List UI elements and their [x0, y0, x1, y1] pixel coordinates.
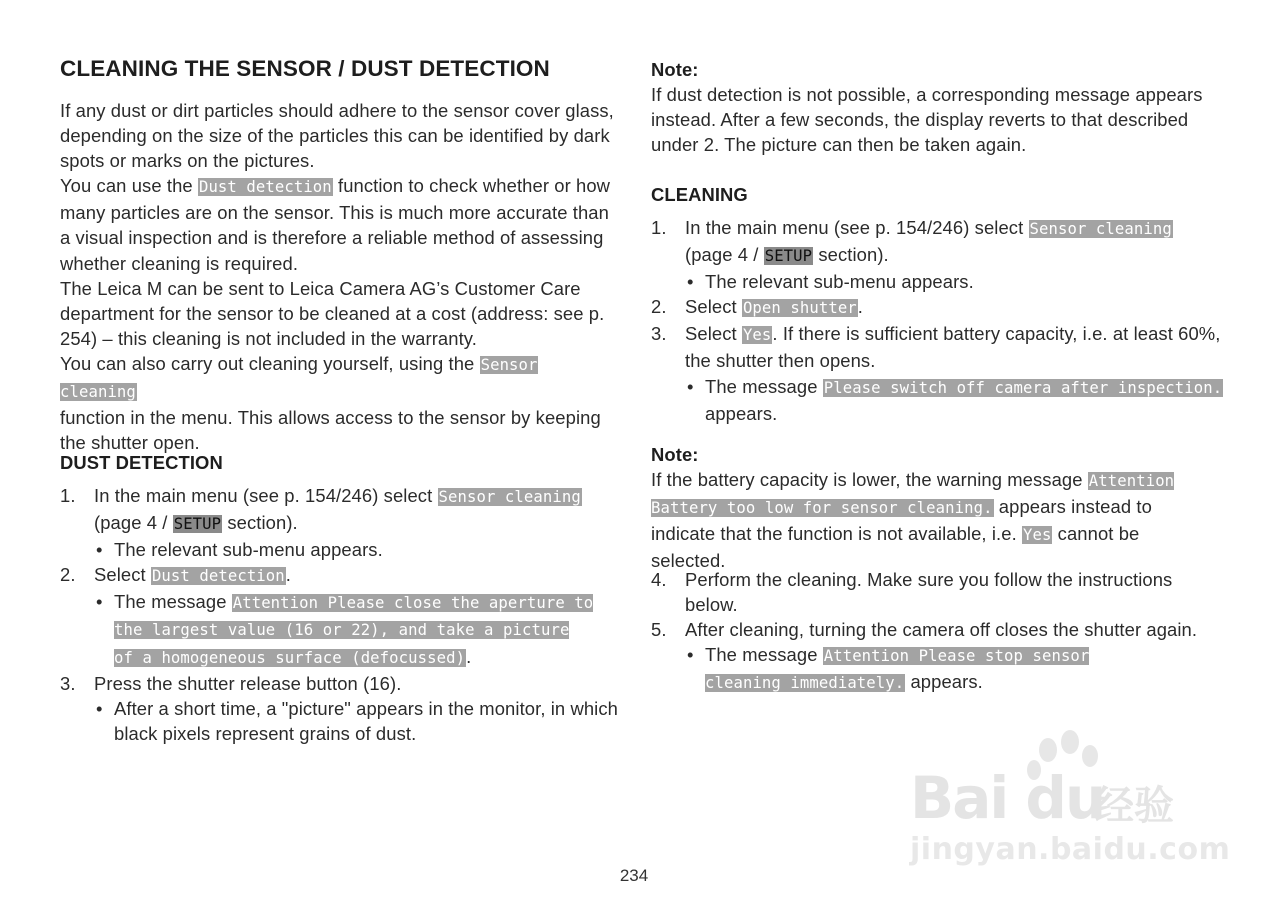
- clean-step-3: [651, 321, 1241, 373]
- step-text: Press the shutter release button (16).: [94, 672, 402, 694]
- bullet-icon: •: [687, 644, 694, 666]
- step-number: 2.: [60, 564, 76, 586]
- bullet-text: The relevant sub-menu appears.: [114, 539, 383, 561]
- step-text: In the main menu (see p. 154/246) select: [94, 485, 438, 506]
- dust-step-3: [60, 671, 620, 696]
- menu-section-setup: SETUP: [173, 515, 222, 534]
- bullet-text: The message: [705, 644, 823, 666]
- watermark-url: jingyan.baidu.com: [910, 832, 1231, 867]
- intro-paragraph-2: [60, 173, 620, 275]
- page-title: CLEANING THE SENSOR / DUST DETECTION: [60, 56, 550, 81]
- dust-step-3-bullet: [60, 696, 620, 746]
- intro-paragraph-4: [60, 351, 620, 455]
- menu-item-sensor-cleaning: Sensor cleaning: [438, 488, 581, 506]
- step-text: section).: [222, 512, 298, 534]
- step-number: 1.: [651, 217, 667, 238]
- cleaning-steps-continued: [651, 567, 1211, 696]
- note-2-text: [651, 467, 1191, 573]
- dust-step-2: [60, 562, 620, 589]
- intro-paragraph-3: The Leica M can be sent to Leica Camera AG’s Customer Care department for the sensor to be cleaned at a cost (address: see p. 254) – this cleaning is not included in the warranty.: [60, 277, 605, 349]
- note-1-label: Note:: [651, 59, 699, 80]
- step-number: 3.: [60, 672, 76, 694]
- dust-step-1: [60, 483, 620, 537]
- menu-item-sensor-cleaning: Sensor cleaning: [60, 355, 538, 402]
- bullet-text: The message: [705, 375, 823, 397]
- menu-item-dust-detection: Dust detection: [151, 567, 285, 586]
- note-text: If the battery capacity is lower, the warning message: [651, 469, 1088, 490]
- step-number: 5.: [651, 619, 667, 641]
- bullet-icon: •: [687, 271, 694, 293]
- intro-p4-text-b: function in the menu. This allows access to the sensor by keeping the shutter open.: [60, 407, 601, 454]
- note-text: cannot be selected.: [651, 523, 1140, 572]
- step-number: 1.: [60, 485, 76, 506]
- note-1-text: If dust detection is not possible, a corresponding message appears instead. After a few seconds, the display reverts to that described under 2. The picture can then be taken again.: [651, 84, 1203, 156]
- note-2-label: Note:: [651, 444, 699, 465]
- bullet-text: The message: [114, 591, 232, 613]
- message-battery-too-low: Attention Battery too low for sensor cleaning.: [651, 472, 1175, 518]
- step-text: section).: [813, 244, 889, 266]
- message-stop-sensor-cleaning: Attention Please stop sensor cleaning immediately.: [705, 647, 1090, 693]
- intro-text: [60, 98, 620, 455]
- bullet-icon: •: [96, 697, 103, 719]
- message-switch-off-camera: Please switch off camera after inspection.: [823, 378, 1223, 397]
- intro-p4-text-a: You can also carry out cleaning yourself, using the: [60, 352, 480, 374]
- step-text: Select: [685, 323, 742, 345]
- bullet-icon: •: [687, 375, 694, 397]
- menu-item-dust-detection: Dust detection: [198, 178, 332, 197]
- baidu-jingyan-watermark: [908, 728, 1231, 888]
- bullet-text: .: [466, 645, 472, 667]
- bullet-text: appears.: [905, 671, 983, 693]
- bullet-icon: •: [96, 591, 103, 613]
- step-text: In the main menu (see p. 154/246) select: [685, 217, 1029, 238]
- message-attention-close-aperture: Attention Please close the aperture to the largest value (16 or 22), and take a picture of a homogeneous surface (defocussed): [114, 594, 594, 667]
- step-text: (page 4 /: [685, 244, 764, 266]
- watermark-brand-cn: 经验: [1094, 783, 1174, 829]
- step-text: .: [857, 296, 864, 318]
- bullet-icon: •: [96, 539, 103, 561]
- step-text: Select: [685, 296, 742, 318]
- menu-item-yes: Yes: [1023, 526, 1052, 545]
- step-text: .: [285, 564, 291, 586]
- clean-step-3-bullet: [651, 374, 1241, 426]
- clean-step-5: [651, 617, 1211, 642]
- step-text: Perform the cleaning. Make sure you follow the instructions below.: [685, 569, 1173, 616]
- intro-p2-text-b: function to check whether or how many particles are on the sensor. This is much more accurate than a visual inspection and is therefore a reliable method of assessing whether cleaning is required.: [60, 175, 611, 274]
- dust-detection-heading: DUST DETECTION: [60, 452, 223, 473]
- bullet-text: appears.: [705, 402, 778, 424]
- menu-item-yes: Yes: [742, 326, 772, 345]
- step-text: After cleaning, turning the camera off closes the shutter again.: [685, 619, 1198, 641]
- dust-detection-steps: [60, 483, 620, 746]
- step-number: 2.: [651, 296, 667, 318]
- note-text: appears instead to indicate that the function is not available, i.e.: [651, 496, 1152, 545]
- dust-step-2-bullet: [60, 589, 594, 670]
- step-text: . If there is sufficient battery capacity, i.e. at least 60%, the shutter then opens.: [685, 323, 1221, 372]
- menu-item-sensor-cleaning: Sensor cleaning: [1029, 220, 1172, 238]
- menu-section-setup: SETUP: [764, 247, 813, 266]
- step-text: (page 4 /: [94, 512, 173, 534]
- clean-step-5-bullet: [651, 642, 1145, 696]
- clean-step-4: [651, 567, 1211, 617]
- intro-paragraph-1: If any dust or dirt particles should adhere to the sensor cover glass, depending on the size of the particles this can be identified by dark spots or marks on the pictures.: [60, 100, 614, 172]
- menu-item-open-shutter: Open shutter: [742, 299, 857, 318]
- watermark-brand: Bai du: [910, 764, 1105, 832]
- clean-step-1: [651, 215, 1241, 269]
- dust-step-1-bullet: [60, 537, 620, 562]
- step-text: Select: [94, 564, 151, 586]
- clean-step-2: [651, 294, 1241, 321]
- cleaning-heading: CLEANING: [651, 184, 748, 205]
- intro-p2-text-a: You can use the: [60, 175, 198, 197]
- bullet-text: The relevant sub-menu appears.: [705, 271, 974, 293]
- page-number: 234: [619, 866, 649, 885]
- cleaning-steps: [651, 215, 1241, 426]
- clean-step-1-bullet: [651, 269, 1241, 294]
- step-number: 4.: [651, 569, 667, 590]
- step-number: 3.: [651, 323, 667, 345]
- bullet-text: After a short time, a "picture" appears in the monitor, in which black pixels represent grains of dust.: [114, 697, 618, 744]
